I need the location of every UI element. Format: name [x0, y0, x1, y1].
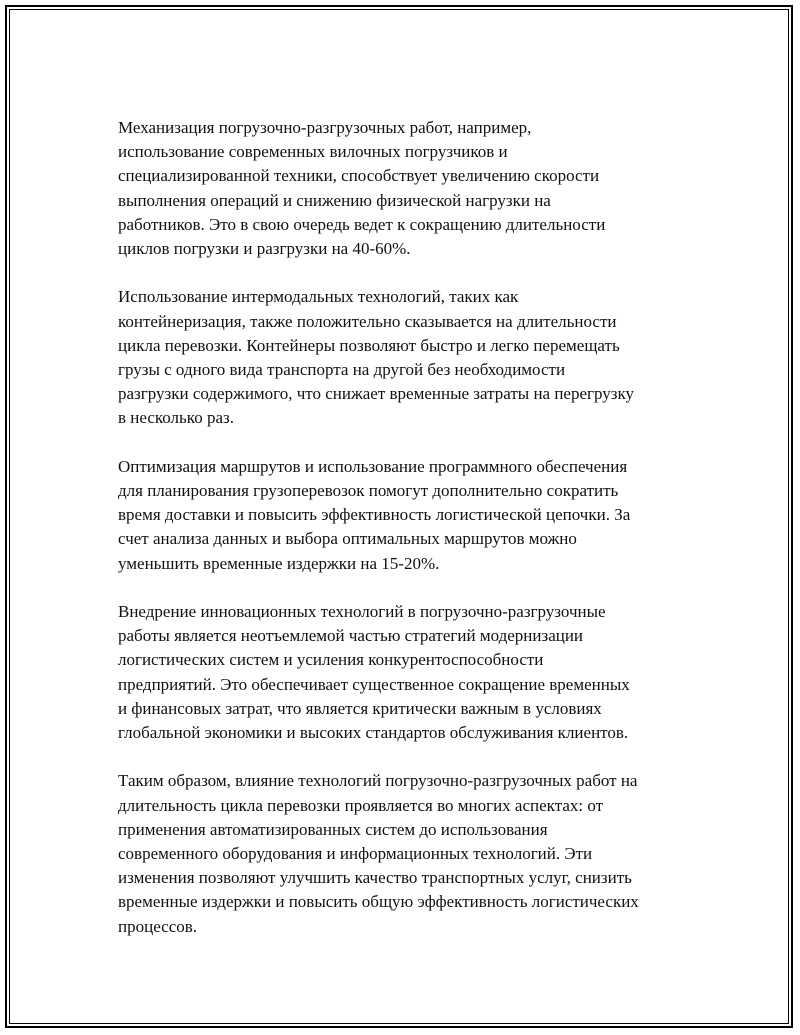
text-line: глобальной экономики и высоких стандартов обслуживания клиентов. — [118, 723, 629, 743]
text-line: счет анализа данных и выбора оптимальных маршрутов можно — [118, 529, 577, 549]
paragraph-intermodal — [118, 285, 698, 430]
text-line: Внедрение инновационных технологий в погрузочно-разгрузочные — [118, 602, 606, 622]
text-line: время доставки и повысить эффективность логистической цепочки. За — [118, 505, 631, 525]
text-line: длительность цикла перевозки проявляется во многих аспектах: от — [118, 795, 604, 815]
text-line: цикла перевозки. Контейнеры позволяют быстро и легко перемещать — [118, 335, 620, 355]
text-line: и финансовых затрат, что является критически важным в условиях — [118, 698, 602, 718]
text-line: применения автоматизированных систем до использования — [118, 819, 548, 839]
document-body — [118, 116, 698, 963]
text-line: Использование интермодальных технологий, таких как — [118, 287, 519, 307]
text-line: Таким образом, влияние технологий погрузочно-разгрузочных работ на — [118, 771, 638, 791]
text-line: работников. Это в свою очередь ведет к сокращению длительности — [118, 214, 606, 234]
paragraph-conclusion — [118, 769, 698, 938]
text-line: грузы с одного вида транспорта на другой без необходимости — [118, 360, 566, 380]
text-line: логистических систем и усиления конкурентоспособности — [118, 650, 544, 670]
text-line: процессов. — [118, 916, 198, 936]
text-line: предприятий. Это обеспечивает существенное сокращение временных — [118, 674, 630, 694]
paragraph-innovation — [118, 600, 698, 745]
text-line: для планирования грузоперевозок помогут дополнительно сократить — [118, 481, 619, 501]
text-line: контейнеризация, также положительно сказывается на длительности — [118, 311, 617, 331]
text-line: разгрузки содержимого, что снижает временные затраты на перегрузку — [118, 384, 635, 404]
text-line: специализированной техники, способствует увеличению скорости — [118, 166, 600, 186]
text-line: в несколько раз. — [118, 408, 234, 428]
text-line: Механизация погрузочно-разгрузочных работ, например, — [118, 118, 532, 137]
text-line: работы является неотъемлемой частью стратегий модернизации — [118, 626, 584, 646]
text-line: выполнения операций и снижению физической нагрузки на — [118, 190, 551, 210]
text-line: циклов погрузки и разгрузки на 40-60%. — [118, 239, 411, 259]
text-line: изменения позволяют улучшить качество транспортных услуг, снизить — [118, 868, 632, 888]
text-line: временные издержки и повысить общую эффективность логистических — [118, 892, 639, 912]
text-line: Оптимизация маршрутов и использование программного обеспечения — [118, 456, 628, 476]
text-line: уменьшить временные издержки на 15-20%. — [118, 553, 440, 573]
paragraph-route-optimization — [118, 455, 698, 576]
paragraph-mechanization — [118, 116, 698, 261]
text-line: использование современных вилочных погрузчиков и — [118, 142, 508, 162]
text-line: современного оборудования и информационных технологий. Эти — [118, 844, 593, 864]
